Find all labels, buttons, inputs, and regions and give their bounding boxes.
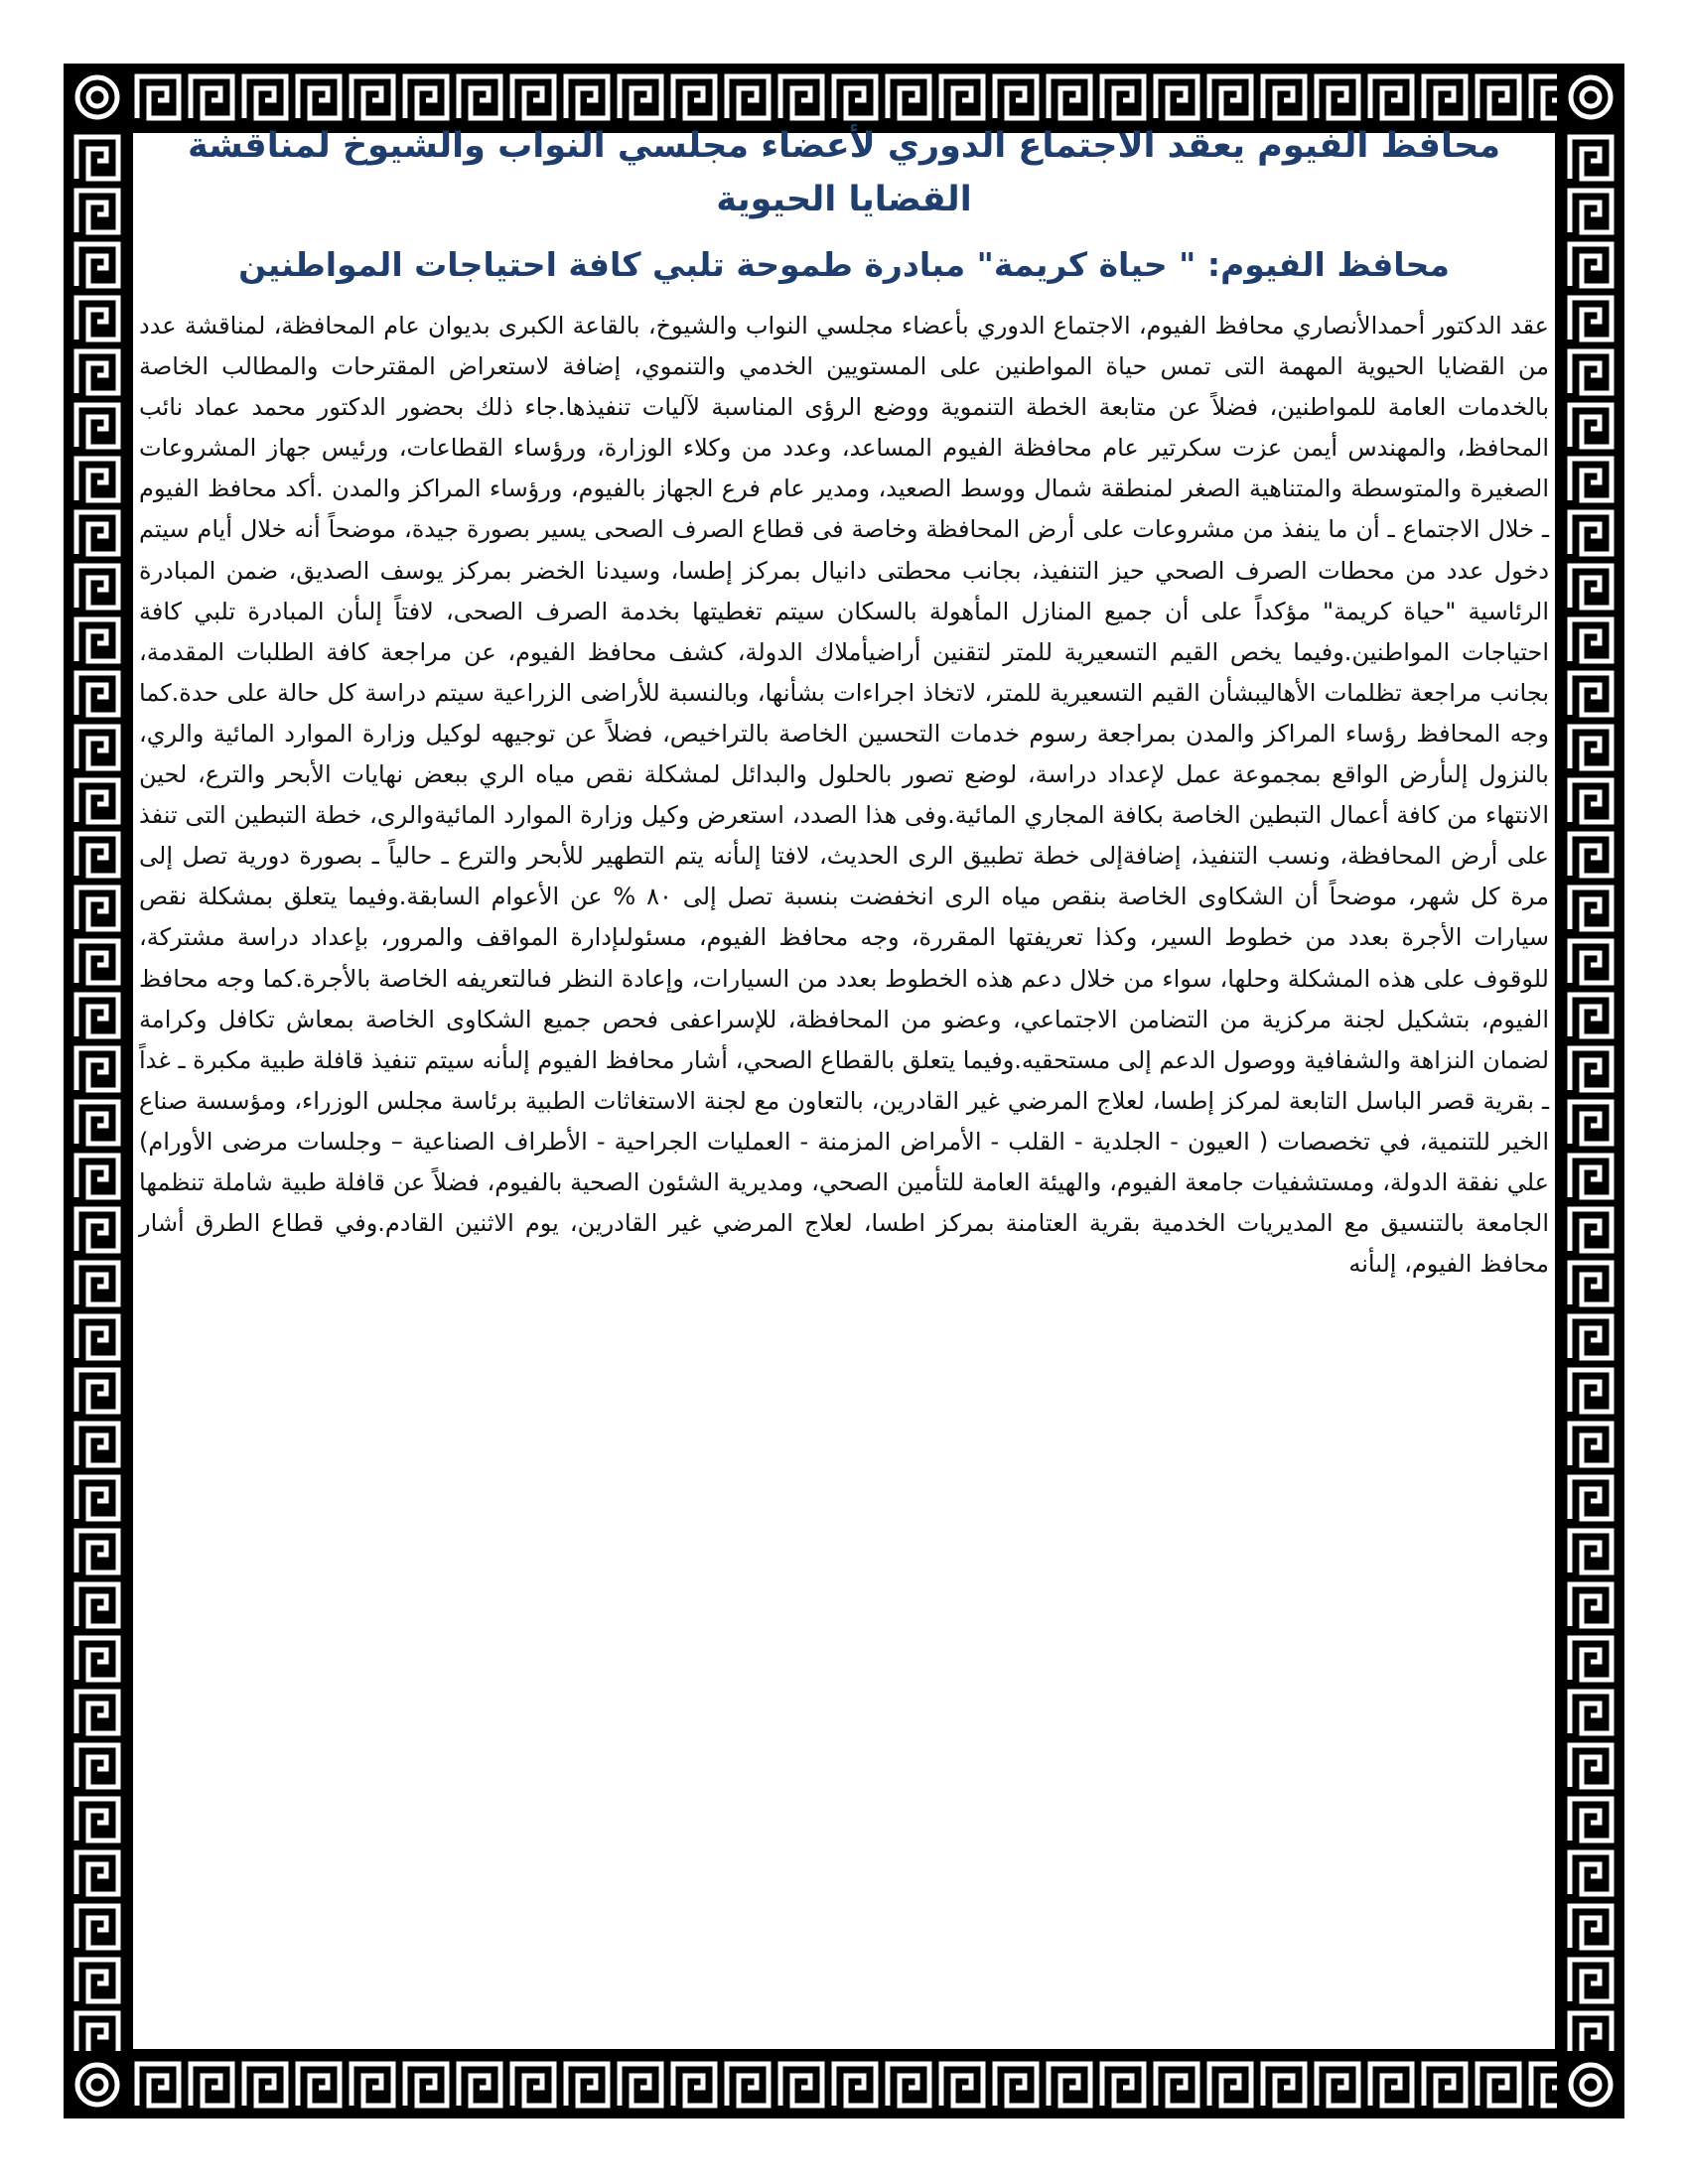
greek-key-border-left	[64, 131, 131, 2051]
greek-key-border-right	[1557, 131, 1624, 2051]
corner-ring-icon	[1557, 64, 1624, 131]
corner-ring-icon	[64, 64, 131, 131]
corner-ring-icon	[1557, 2051, 1624, 2118]
corner-ring-icon	[64, 2051, 131, 2118]
greek-key-border-bottom	[131, 2051, 1557, 2118]
article-title: محافظ الفيوم يعقد الاجتماع الدوري لأعضاء مجلسي النواب والشيوخ لمناقشة القضايا الحيوية	[187, 126, 1501, 219]
article-body: عقد الدكتور أحمدالأنصاري محافظ الفيوم، الاجتماع الدوري بأعضاء مجلسي النواب والشيوخ، بالقاعة الكبرى بديوان عام المحافظة، لمناقشة عدد من القضايا الحيوية المهمة التى تمس حياة المواطنين على المستويين الخدمي والتنموي، إضافة لاستعراض المقترحات والمطالب الخاصة بالخدمات العامة للمواطنين، فضلاً عن متابعة الخطة التنموية ووضع الرؤى المناسبة لآليات تنفيذها.جاء ذلك بحضور الدكتور محمد عماد نائب المحافظ، والمهندس أيمن عزت سكرتير عام محافظة الفيوم المساعد، وعدد من وكلاء الوزارة، ورؤساء القطاعات، ورئيس جهاز المشروعات الصغيرة والمتوسطة والمتناهية الصغر لمنطقة شمال ووسط الصعيد، ومدير عام فرع الجهاز بالفيوم، ورؤساء المراكز والمدن .أكد محافظ الفيوم ـ خلال الاجتماع ـ أن ما ينفذ من مشروعات على أرض المحافظة وخاصة فى قطاع الصرف الصحى يسير بصورة جيدة، موضحاً أنه خلال أيام سيتم دخول عدد من محطات الصرف الصحي حيز التنفيذ، بجانب محطتى دانيال بمركز إطسا، وسيدنا الخضر بمركز يوسف الصديق، ضمن المبادرة الرئاسية "حياة كريمة" مؤكداً على أن جميع المنازل المأهولة بالسكان سيتم تغطيتها بخدمة الصرف الصحى، لافتاً إلىأن المبادرة تلبي كافة احتياجات المواطنين.وفيما يخص القيم التسعيرية للمتر لتقنين أراضيأملاك الدولة، كشف محافظ الفيوم، عن مراجعة كافة الطلبات المقدمة، بجانب مراجعة تظلمات الأهاليبشأن القيم التسعيرية للمتر، لاتخاذ اجراءات بشأنها، وبالنسبة للأراضى الزراعية سيتم دراسة كل حالة على حدة.كما وجه المحافظ رؤساء المراكز والمدن بمراجعة رسوم خدمات التحسين الخاصة بالتراخيص، فضلاً عن توجيهه لوكيل وزارة الموارد المائية والري، بالنزول إلىأرض الواقع بمجموعة عمل لإعداد دراسة، لوضع تصور بالحلول والبدائل لمشكلة نقص مياه الري ببعض نهايات الأبحر والترع، لحين الانتهاء من كافة أعمال التبطين الخاصة بكافة المجاري المائية.وفى هذا الصدد، استعرض وكيل وزارة الموارد المائيةوالرى، خطة التبطين التى تنفذ على أرض المحافظة، ونسب التنفيذ، إضافةإلى خطة تطبيق الرى الحديث، لافتا إلىأنه يتم التطهير للأبحر والترع ـ حالياً ـ بصورة دورية تصل إلى مرة كل شهر، موضحاً أن الشكاوى الخاصة بنقص مياه الرى انخفضت بنسبة تصل إلى ٨٠ % عن الأعوام السابقة.وفيما يتعلق بمشكلة نقص سيارات الأجرة بعدد من خطوط السير، وكذا تعريفتها المقررة، وجه محافظ الفيوم، مسئولىإدارة المواقف والمرور، بإعداد دراسة مشتركة، للوقوف على هذه المشكلة وحلها، سواء من خلال دعم هذه الخطوط بعدد من السيارات، وإعادة النظر فىالتعريفه الخاصة بالأجرة.كما وجه محافظ الفيوم، بتشكيل لجنة مركزية من التضامن الاجتماعي، وعضو من المحافظة، للإسراعفى فحص جميع الشكاوى الخاصة بمعاش تكافل وكرامة لضمان النزاهة والشفافية ووصول الدعم إلى مستحقيه.وفيما يتعلق بالقطاع الصحي، أشار محافظ الفيوم إلىأنه سيتم تنفيذ قافلة طبية مكبرة ـ غداً ـ بقرية قصر الباسل التابعة لمركز إطسا، لعلاج المرضي غير القادرين، بالتعاون مع لجنة الاستغاثات الطبية برئاسة مجلس الوزراء، ومؤسسة صناع الخير للتنمية، في تخصصات ( العيون - الجلدية - القلب - الأمراض المزمنة - العمليات الجراحية - الأطراف الصناعية – وجلسات مرضى الأورام) علي نفقة الدولة، ومستشفيات جامعة الفيوم، والهيئة العامة للتأمين الصحي، ومديرية الشئون الصحية بالفيوم، فضلاً عن قافلة طبية شاملة تنظمها الجامعة بالتنسيق مع المديريات الخدمية بقرية العتامنة بمركز اطسا، لعلاج المرضي غير القادرين، يوم الاثنين القادم.وفي قطاع الطرق أشار محافظ الفيوم، إلىأنه	[139, 312, 1549, 1279]
article	[139, 119, 1549, 1285]
article-subtitle: محافظ الفيوم: " حياة كريمة" مبادرة طموحة تلبي كافة احتياجات المواطنين	[238, 245, 1450, 284]
